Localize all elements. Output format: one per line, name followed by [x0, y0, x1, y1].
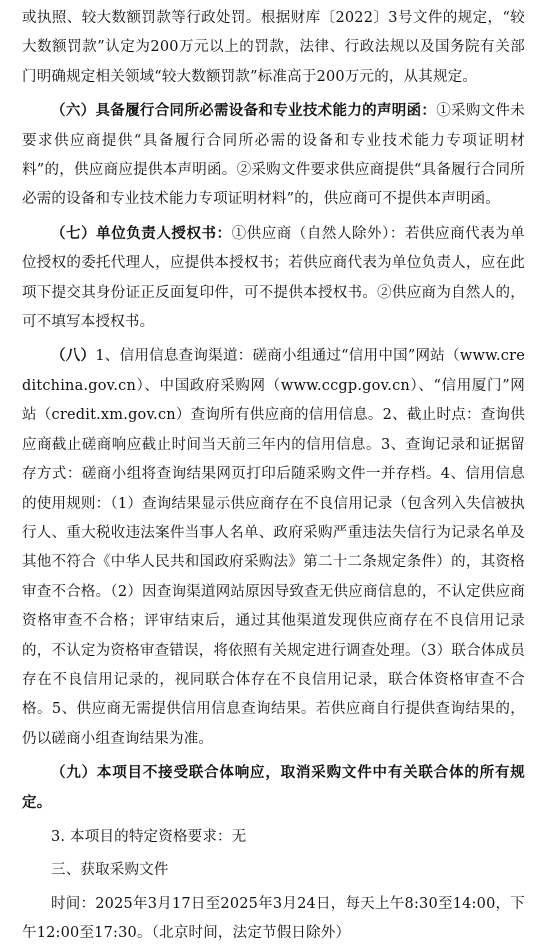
paragraph-no-consortium: （九）本项目不接受联合体响应，取消采购文件中有关联合体的所有规定。 — [22, 764, 525, 811]
paragraph-capability-statement — [22, 96, 525, 215]
authorization-letter-title: （七）单位负责人授权书： — [51, 224, 232, 242]
capability-statement-title: （六）具备履行合同所必需设备和专业技术能力的声明函： — [51, 102, 437, 120]
paragraph-penalty-definition: 或执照、较大数额罚款等行政处罚。根据财库〔2022〕3号文件的规定，“较大数额罚款”认定为200万元以上的罚款，法律、行政法规以及国务院有关部门明确规定相关领域“较大数额罚款”标准高于200万元的，从其规定。 — [22, 10, 525, 85]
paragraph-obtain-time: 时间：2025年3月17日至2025年3月24日，每天上午8:30至14:00，下午12:00至17:30。（北京时间，法定节假日除外） — [22, 895, 525, 942]
credit-info-title: （八） — [51, 347, 96, 365]
credit-info-body: 1、信用信息查询渠道：磋商小组通过“信用中国”网站（www.creditchina.gov.cn）、中国政府采购网（www.ccgp.gov.cn）、“信用厦门”网站（credit.xm.gov.cn）查询所有供应商的信用信息。2、截止时点：查询供应商截止磋商响应截止时间当天前三年内的信用信息。3、查询记录和证据留存方式：磋商小组将查询结果网页打印后随采购文件一并存档。4、信用信息的使用规则：（1）查询结果显示供应商存在不良信用记录（包含列入失信被执行人、重大税收违法案件当事人名单、政府采购严重违法失信行为记录名单及其他不符合《中华人民共和国政府采购法》第二十二条规定条件）的，其资格审查不合格。（2）因查询渠道网站原因导致查无供应商信息的，不认定供应商资格审查不合格；评审结束后，通过其他渠道发现供应商存在不良信用记录的，不认定为资格审查错误，将依照有关规定进行调查处理。（3）联合体成员存在不良信用记录的，视同联合体存在不良信用记录，联合体资格审查不合格。5、供应商无需提供信用信息查询结果。若供应商自行提供查询结果的，仍以磋商小组查询结果为准。 — [22, 348, 525, 747]
paragraph-specific-qualification: 3. 本项目的特定资格要求：无 — [51, 828, 247, 845]
paragraph-credit-info — [22, 341, 525, 754]
authorization-letter-body: ①供应商（自然人除外）：若供应商代表为单位授权的委托代理人，应提供本授权书；若供应商代表为单位负责人，应在此项下提交其身份证正反面复印件，可不提供本授权书。②供应商为自然人的，可不填写本授权书。 — [22, 225, 526, 331]
paragraph-authorization-letter — [22, 219, 525, 338]
capability-statement-body: ①采购文件未要求供应商提供“具备履行合同所必需的设备和专业技术能力专项证明材料”的，供应商应提供本声明函。②采购文件要求供应商提供“具备履行合同所必需的设备和专业技术能力专项证明材料”的，供应商可不提供本声明函。 — [22, 103, 525, 208]
section-heading-obtain-documents: 三、获取采购文件 — [51, 862, 169, 879]
